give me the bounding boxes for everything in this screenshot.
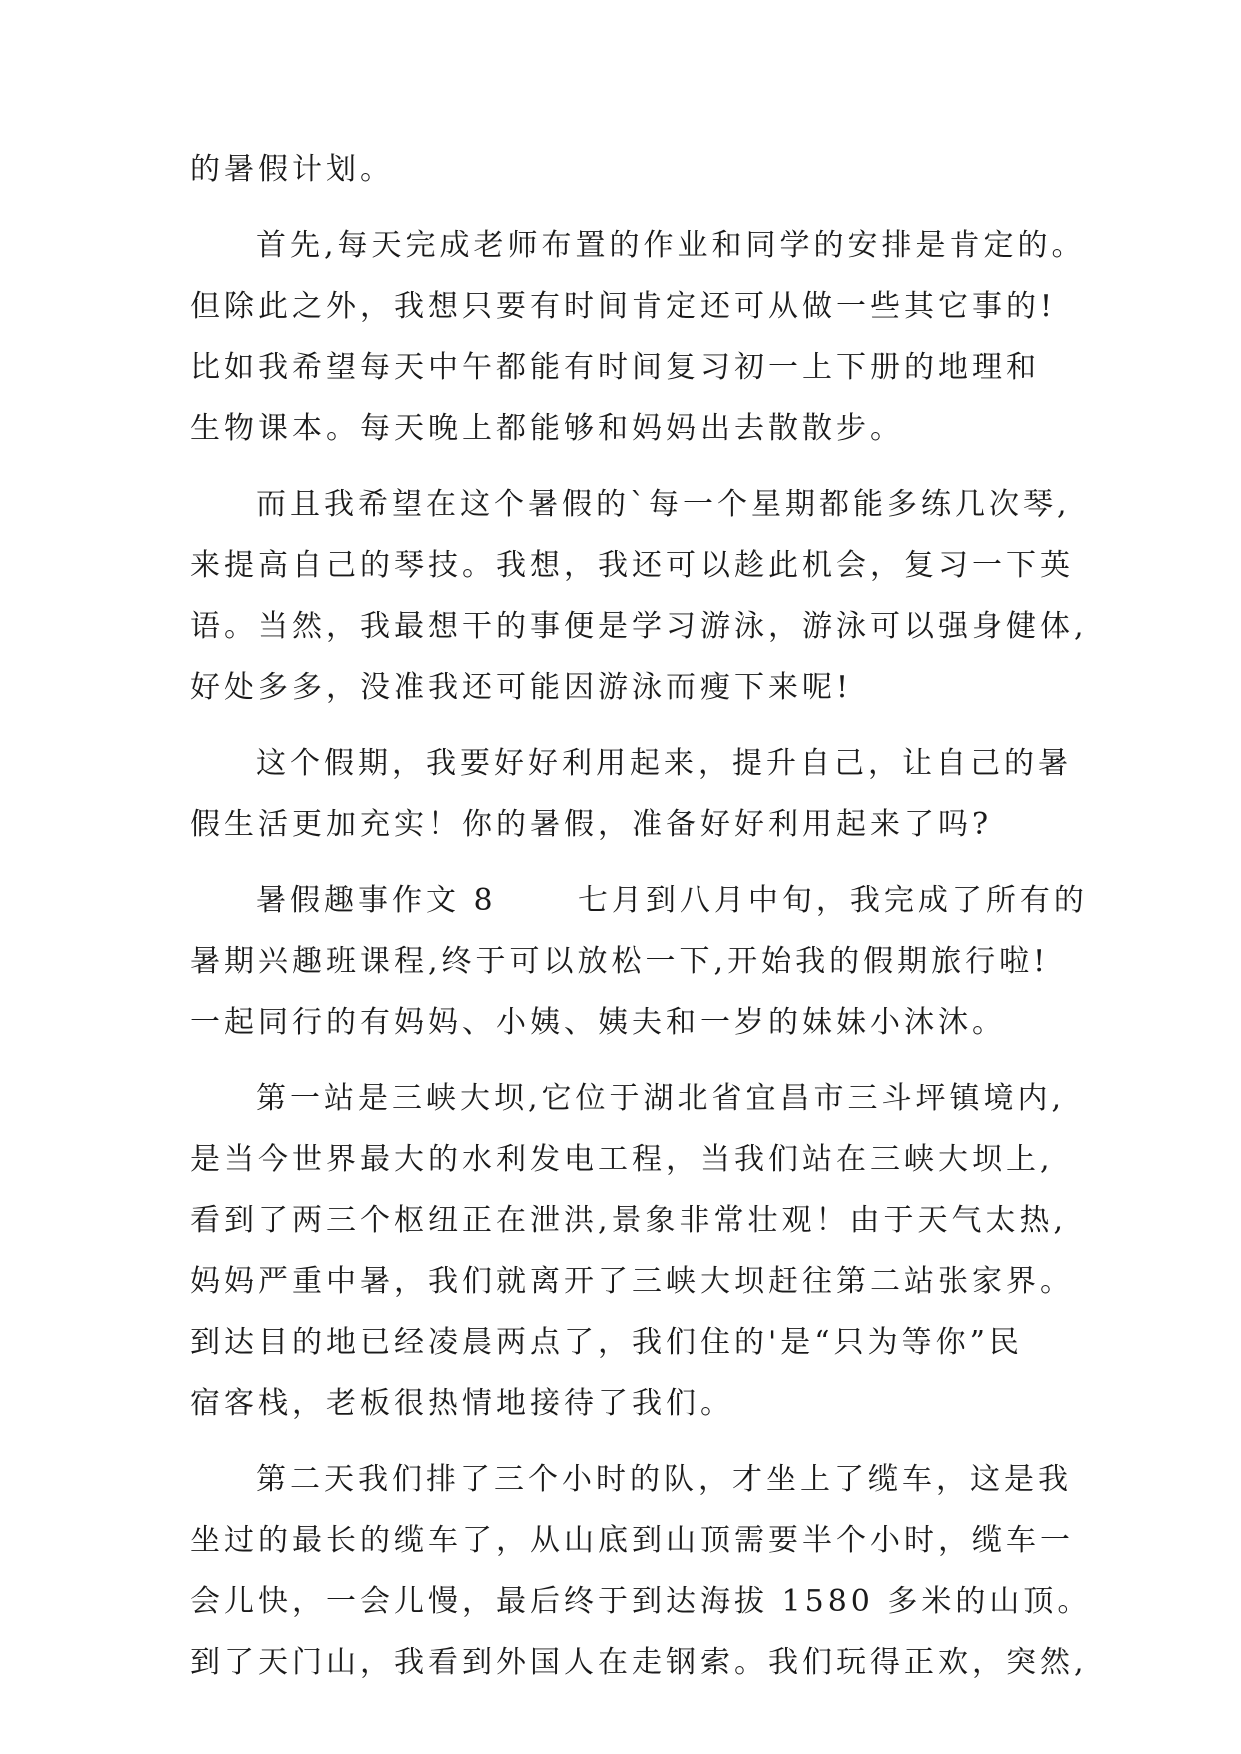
text-line: 比如我希望每天中午都能有时间复习初一上下册的地理和	[190, 350, 1040, 385]
text-line: 妈妈严重中暑，我们就离开了三峡大坝赶往第二站张家界。	[190, 1264, 1074, 1299]
text-line: 生物课本。每天晚上都能够和妈妈出去散散步。	[190, 411, 904, 446]
text-line: 但除此之外，我想只要有时间肯定还可从做一些其它事的!	[190, 289, 1057, 324]
text-line: 这个假期，我要好好利用起来，提升自己，让自己的暑	[256, 746, 1072, 781]
text-line: 会儿快，一会儿慢，最后终于到达海拔 1580 多米的山顶。	[190, 1584, 1092, 1619]
text-line: 坐过的最长的缆车了，从山底到山顶需要半个小时，缆车一	[190, 1523, 1074, 1558]
text-line: 一起同行的有妈妈、小姨、姨夫和一岁的妹妹小沐沐。	[190, 1005, 1006, 1040]
text-line: 好处多多，没准我还可能因游泳而瘦下来呢!	[190, 670, 853, 705]
text-line: 暑假趣事作文 8 七月到八月中旬，我完成了所有的	[256, 883, 1088, 918]
text-line: 语。当然，我最想干的事便是学习游泳，游泳可以强身健体,	[190, 609, 1088, 644]
text-line: 暑期兴趣班课程,终于可以放松一下,开始我的假期旅行啦!	[190, 944, 1050, 979]
text-line: 是当今世界最大的水利发电工程，当我们站在三峡大坝上,	[190, 1142, 1054, 1177]
text-line: 宿客栈，老板很热情地接待了我们。	[190, 1386, 734, 1421]
text-line: 来提高自己的琴技。我想，我还可以趁此机会，复习一下英	[190, 548, 1074, 583]
text-line: 首先,每天完成老师布置的作业和同学的安排是肯定的。	[256, 228, 1086, 263]
text-line: 第二天我们排了三个小时的队，才坐上了缆车，这是我	[256, 1462, 1072, 1497]
text-line: 看到了两三个枢纽正在泄洪,景象非常壮观！由于天气太热,	[190, 1203, 1068, 1238]
text-line: 的暑假计划。	[190, 152, 394, 187]
text-line: 假生活更加充实！你的暑假，准备好好利用起来了吗?	[190, 807, 993, 842]
text-line: 到达目的地已经凌晨两点了，我们住的'是“只为等你”民	[190, 1325, 1023, 1360]
text-line: 第一站是三峡大坝,它位于湖北省宜昌市三斗坪镇境内,	[256, 1081, 1066, 1116]
text-line: 而且我希望在这个暑假的`每一个星期都能多练几次琴,	[256, 487, 1071, 522]
text-line: 到了天门山，我看到外国人在走钢索。我们玩得正欢，突然,	[190, 1645, 1088, 1680]
